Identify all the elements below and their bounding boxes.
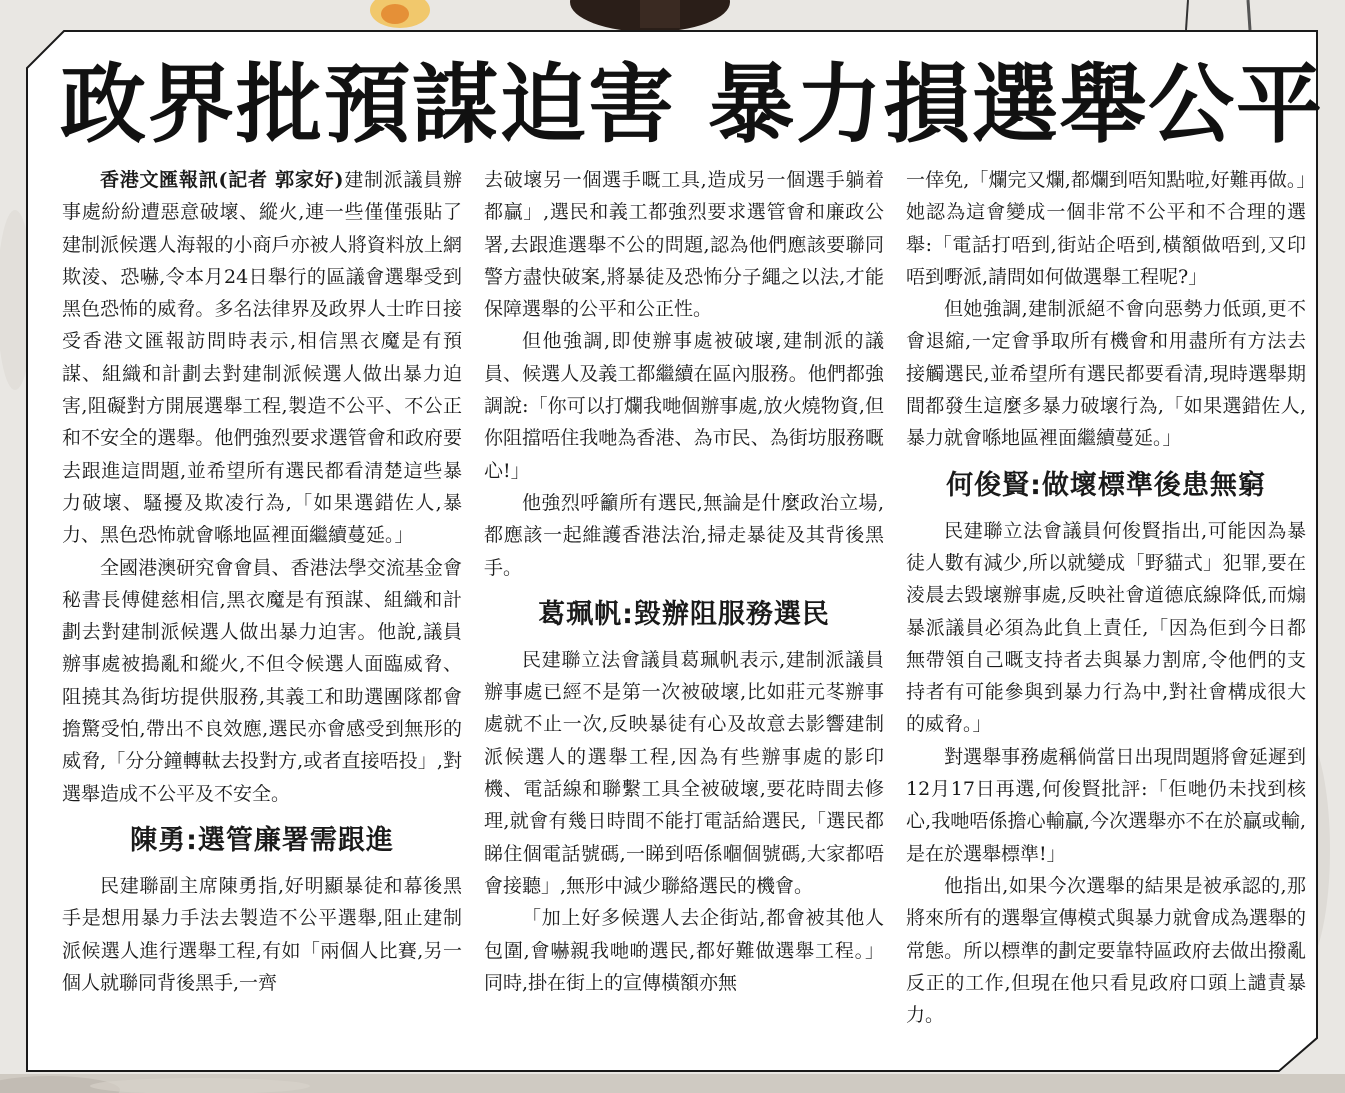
paragraph: 「加上好多候選人去企街站,都會被其他人包圍,會嚇親我哋啲選民,都好難做選舉工程。」同時,掛在街上的宣傳橫額亦無 bbox=[484, 907, 884, 994]
byline: 香港文匯報訊(記者 郭家好) bbox=[100, 169, 344, 191]
column-3 bbox=[906, 164, 1306, 1031]
paragraph: 民建聯立法會議員何俊賢指出,可能因為暴徒人數有減少,所以就變成「野貓式」犯罪,要在淩晨去毀壞辦事處,反映社會道德底線降低,而煽暴派議員必須為此負上責任,「因為佢到今日都無帶領自己嘅支持者去與暴力割席,令他們的支持者有可能參與到暴力行為中,對社會構成很大的威脅。」 bbox=[906, 519, 1306, 736]
paragraph: 但她強調,建制派絕不會向惡勢力低頭,更不會退縮,一定會爭取所有機會和用盡所有方法去接觸選民,並希望所有選民都要看清,現時選舉期間都發生這麼多暴力破壞行為,「如果選錯佐人,暴力就會喺地區裡面繼續蔓延。」 bbox=[906, 298, 1306, 450]
column-1 bbox=[62, 164, 462, 999]
paragraph: 一倖免,「爛完又爛,都爛到唔知點啦,好難再做。」她認為這會變成一個非常不公平和不合理的選舉:「電話打唔到,街站企唔到,橫額做唔到,又印唔到嘢派,請問如何做選舉工程呢?」 bbox=[906, 169, 1306, 288]
paragraph: 民建聯副主席陳勇指,好明顯暴徒和幕後黑手是想用暴力手法去製造不公平選舉,阻止建制派候選人進行選舉工程,有如「兩個人比賽,另一個人就聯同背後黑手,一齊 bbox=[62, 874, 462, 994]
headline: 政界批預謀迫害 暴力損選舉公平 bbox=[60, 54, 1324, 155]
subheading: 何俊賢:做壞標準後患無窮 bbox=[946, 469, 1266, 501]
paragraph: 但他強調,即使辦事處被破壞,建制派的議員、候選人及義工都繼續在區內服務。他們都強調說:「你可以打爛我哋個辦事處,放火燒物資,但你阻擋唔住我哋為香港、為市民、為街坊服務嘅心!」 bbox=[484, 330, 884, 482]
subheading: 葛珮帆:毀辦阻服務選民 bbox=[538, 598, 830, 630]
paragraph: 他指出,如果今次選舉的結果是被承認的,那將來所有的選舉宣傳模式與暴力就會成為選舉的常態。所以標準的劃定要靠特區政府去做出撥亂反正的工作,但現在他只看見政府口頭上譴責暴力。 bbox=[906, 874, 1306, 1027]
subheading: 陳勇:選管廉署需跟進 bbox=[130, 824, 394, 856]
paragraph: 民建聯立法會議員葛珮帆表示,建制派議員辦事處已經不是第一次被破壞,比如莊元苳辦事處就不止一次,反映暴徒有心及故意去影響建制派候選人的選舉工程,因為有些辦事處的影印機、電話線和聯繫工具全被破壞,要花時間去修理,就會有幾日時間不能打電話給選民,「選民都睇住個電話號碼,一睇到唔係嗰個號碼,大家都唔會接聽」,無形中減少聯絡選民的機會。 bbox=[484, 648, 884, 897]
paragraph: 對選舉事務處稱倘當日出現問題將會延遲到12月17日再選,何俊賢批評:「佢哋仍未找到核心,我哋唔係擔心輸贏,今次選舉亦不在於贏或輸,是在於選舉標準!」 bbox=[906, 745, 1306, 865]
column-2 bbox=[484, 164, 884, 999]
paragraph bbox=[62, 164, 462, 552]
post-line bbox=[1248, 0, 1250, 30]
paragraph-text: 建制派議員辦事處紛紛遭惡意破壞、縱火,連一些僅僅張貼了建制派候選人海報的小商戶亦被人將資料放上網欺淩、恐嚇,令本月24日舉行的區議會選舉受到黑色恐怖的威脅。多名法律界及政界人士昨日接受香港文匯報訪問時表示,相信黑衣魔是有預謀、組織和計劃去對建制派候選人做出暴力迫害,阻礙對方開展選舉工程,製造不公平、不公正和不安全的選舉。他們強烈要求選管會和政府要去跟進這問題,並希望所有選民都看清楚這些暴力破壞、騷擾及欺凌行為,「如果選錯佐人,暴力、黑色恐怖就會喺地區裡面繼續蔓延。」 bbox=[62, 169, 462, 547]
paragraph: 他強烈呼籲所有選民,無論是什麼政治立場,都應該一起維護香港法治,掃走暴徒及其背後黑手。 bbox=[484, 491, 884, 579]
paragraph: 全國港澳研究會會員、香港法學交流基金會秘書長傅健慈相信,黑衣魔是有預謀、組織和計劃去對建制派候選人做出暴力迫害。他說,議員辦事處被搗亂和縱火,不但令候選人面臨威脅、阻撓其為街坊提供服務,其義工和助選團隊都會擔驚受怕,帶出不良效應,選民亦會感受到無形的威脅,「分分鐘轉軚去投對方,或者直接唔投」,對選舉造成不公平及不安全。 bbox=[62, 556, 462, 805]
paragraph: 去破壞另一個選手嘅工具,造成另一個選手躺着都贏」,選民和義工都強烈要求選管會和廉政公署,去跟進選舉不公的問題,認為他們應該要聯同警方盡快破案,將暴徒及恐怖分子繩之以法,才能保障選舉的公平和公正性。 bbox=[484, 169, 884, 321]
